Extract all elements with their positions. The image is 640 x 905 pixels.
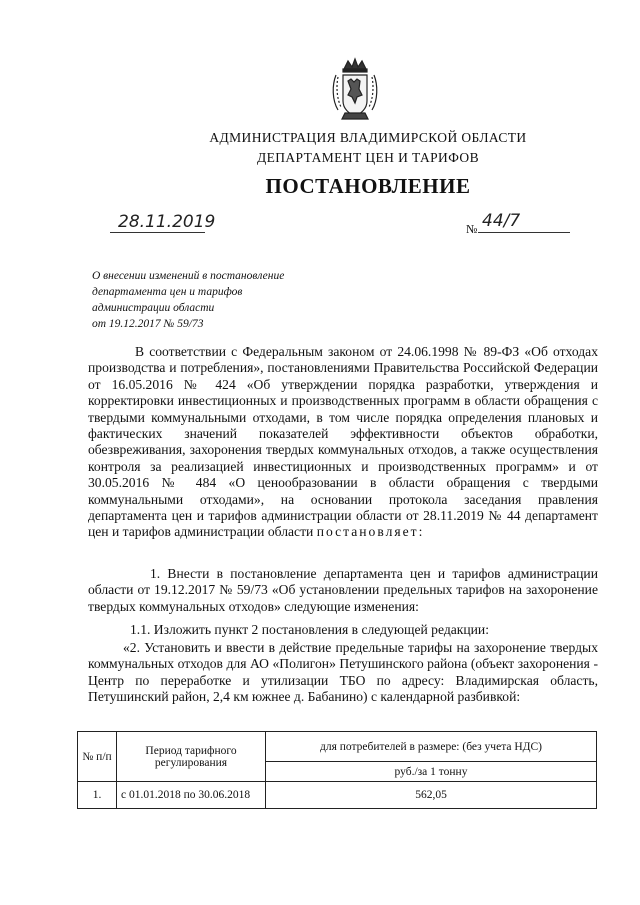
- subject-line: от 19.12.2017 № 59/73: [92, 318, 204, 330]
- resolves-word: постановляет:: [316, 524, 425, 540]
- column-header-unit: руб./за 1 тонну: [266, 762, 597, 782]
- number-label: №: [466, 222, 478, 236]
- row-number: 1.: [78, 782, 117, 809]
- subject-line: О внесении изменений в постановление: [92, 270, 285, 282]
- row-period: с 01.01.2018 по 30.06.2018: [117, 782, 266, 809]
- preamble-paragraph: [88, 344, 598, 541]
- preamble-text: В соответствии с Федеральным законом от 24.06.1998 № 89-ФЗ «Об отходах производства и потребления», постановлениями Правительства Российской Федерации от 16.05.2016 № 424 «Об утверждении порядка разработки, утверждения и корректировки инвестиционных и производственных программ в области обращения с твердыми коммунальными отходами, в том числе порядка определения плановых и фактических значений показателей эффективности объектов обработки, обезвреживания, захоронения твердых коммунальных отходов, а также осуществления контроля за реализацией инвестиционных и производственных программ» и от 30.05.2016 № 484 «О ценообразовании в области обращения с твердыми коммунальными отходами», на основании протокола заседания правления департамента цен и тарифов администрации области от 28.11.2019 № 44 департамент цен и тарифов администрации области: [88, 344, 598, 540]
- document-title: ПОСТАНОВЛЕНИЕ: [265, 174, 471, 198]
- clause-2-paragraph: «2. Установить и ввести в действие предельные тарифы на захоронение твердых коммунальных отходов для АО «Полигон» Петушинского района (объект захоронения - Центр по переработке и утилизации ТБО по адресу: Владимирская область, Петушинский район, 2,4 км южнее д. Бабанино) с календарной разбивкой:: [88, 640, 598, 705]
- tariff-table: [77, 731, 597, 809]
- document-number: 44/7: [482, 211, 521, 231]
- department-name: ДЕПАРТАМЕНТ ЦЕН И ТАРИФОВ: [257, 150, 479, 165]
- subject-line: администрации области: [92, 302, 215, 314]
- column-header-consumers: для потребителей в размере: (без учета НДС): [266, 732, 597, 762]
- organization-name: АДМИНИСТРАЦИЯ ВЛАДИМИРСКОЙ ОБЛАСТИ: [209, 130, 527, 145]
- column-header-number: № п/п: [78, 732, 117, 782]
- column-header-period: Период тарифного регулирования: [117, 732, 266, 782]
- clause-1-paragraph: 1. Внести в постановление департамента цен и тарифов администрации области от 19.12.2017 № 59/73 «Об установлении предельных тарифов на захоронение твердых коммунальных отходов» следующие изменения:: [88, 566, 598, 614]
- clause-1-1-paragraph: 1.1. Изложить пункт 2 постановления в следующей редакции:: [130, 622, 489, 637]
- coat-of-arms-emblem: [330, 55, 380, 125]
- row-tariff-value: 562,05: [266, 782, 597, 809]
- document-subject: [92, 268, 352, 332]
- number-underline: [478, 232, 570, 233]
- table-row: [78, 782, 597, 809]
- document-date: 28.11.2019: [118, 212, 216, 232]
- date-underline: [110, 232, 205, 233]
- subject-line: департамента цен и тарифов: [92, 286, 243, 298]
